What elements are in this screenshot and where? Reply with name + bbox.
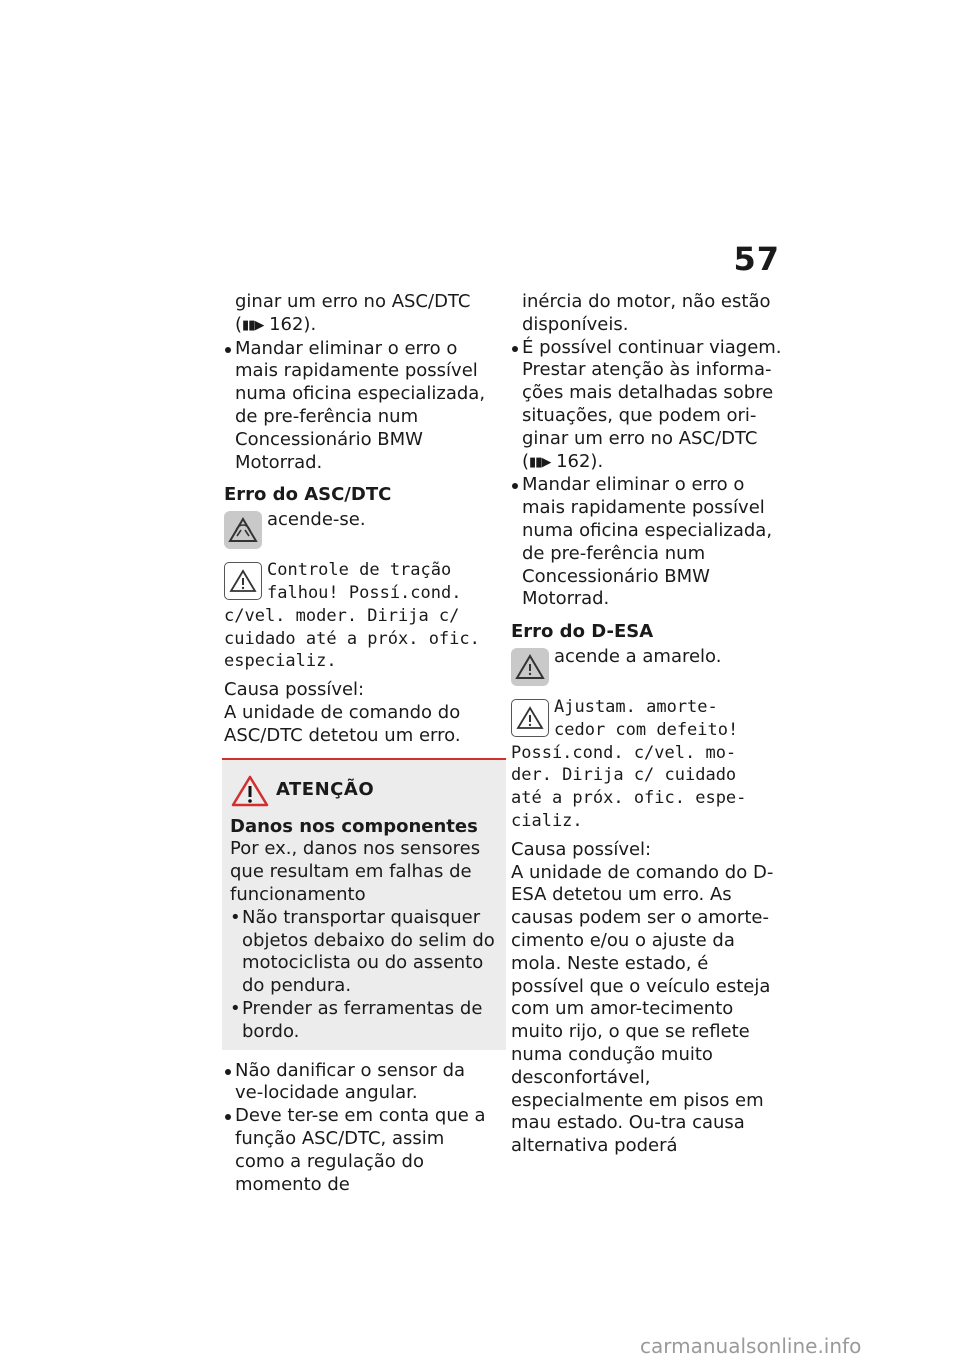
cause-text: A unidade de comando do D-ESA detetou um erro. As causas podem ser o amorte-cimento e/ou o ajuste da mola. Neste estado, é possível que o veículo esteja com um amor-tecimento muito rijo, o que se reflete numa condução muito desconfortável, especialmente em pisos em mau estado. Ou-tra causa alternativa poderá — [511, 861, 774, 1157]
display-message-asc-dtc — [224, 559, 494, 673]
continued-text: ginar um erro no ASC/DTC (▮▮▶ 162). — [235, 291, 471, 335]
list-item: É possível continuar viagem. Prestar atenção às informa-ções mais detalhadas sobre situações, que podem ori-ginar um erro no ASC/DTC (▮▮▶ 162). — [511, 337, 783, 475]
attention-item: • Não transportar quaisquer objetos debaixo do selim do motociclista ou do assento do pendura. — [230, 907, 498, 998]
attention-triangle-icon — [230, 774, 270, 808]
right-column — [511, 291, 783, 1158]
indicator-status: acende-se. — [267, 509, 366, 531]
cause-text: A unidade de comando do ASC/DTC detetou um erro. — [224, 701, 461, 746]
attention-item: • Prender as ferramentas de bordo. — [230, 998, 498, 1044]
list-item: Mandar eliminar o erro o mais rapidamente possível numa oficina especializada, de pre-ferência num Concessionário BMW Motorrad. — [224, 338, 494, 475]
indicator-row — [511, 646, 783, 686]
cause-label: Causa possível: — [224, 679, 365, 701]
display-message-line: Controle de tração — [267, 560, 452, 581]
display-message-line: cedor com defeito! — [554, 719, 739, 740]
site-watermark: carmanualsonline.info — [640, 1334, 862, 1358]
display-message-d-esa — [511, 696, 783, 833]
display-message-line: Possí.cond. c/vel. mo-der. Dirija c/ cuidado até a próx. ofic. espe-cializ. — [511, 742, 747, 831]
attention-box — [222, 758, 506, 1050]
general-warning-triangle-icon — [511, 699, 549, 737]
list-item: Não danificar o sensor da ve-locidade angular. — [224, 1060, 494, 1106]
list-item: Mandar eliminar o erro o mais rapidamente possível numa oficina especializada, de pre-ferência num Concessionário BMW Motorrad. — [511, 474, 783, 611]
attention-title: ATENÇÃO — [276, 779, 375, 801]
attention-subtitle: Danos nos componentes — [230, 815, 478, 837]
attention-text: Por ex., danos nos sensores que resultam em falhas de funcionamento — [230, 838, 481, 905]
display-message-line: c/vel. moder. Dirija c/ cuidado até a próx. ofic. especializ. — [224, 605, 480, 672]
page-number: 57 — [733, 240, 780, 278]
continued-text: inércia do motor, não estão disponíveis. — [522, 291, 771, 335]
display-message-line: falhou! Possí.cond. — [267, 582, 462, 603]
page-reference-arrow-icon: ▮▮▶ — [529, 454, 551, 470]
cause-label: Causa possível: — [511, 838, 652, 860]
indicator-row — [224, 509, 494, 549]
asc-dtc-warning-lamp-icon — [224, 511, 262, 549]
indicator-status: acende a amarelo. — [554, 645, 722, 667]
d-esa-warning-lamp-icon — [511, 648, 549, 686]
left-column — [224, 291, 494, 1196]
page-reference-arrow-icon: ▮▮▶ — [242, 317, 264, 333]
section-heading-d-esa: Erro do D-ESA — [511, 621, 654, 643]
list-item: Deve ter-se em conta que a função ASC/DTC, assim como a regulação do momento de — [224, 1105, 494, 1196]
section-heading-asc-dtc: Erro do ASC/DTC — [224, 484, 392, 506]
display-message-line: Ajustam. amorte- — [554, 696, 718, 717]
general-warning-triangle-icon — [224, 562, 262, 600]
